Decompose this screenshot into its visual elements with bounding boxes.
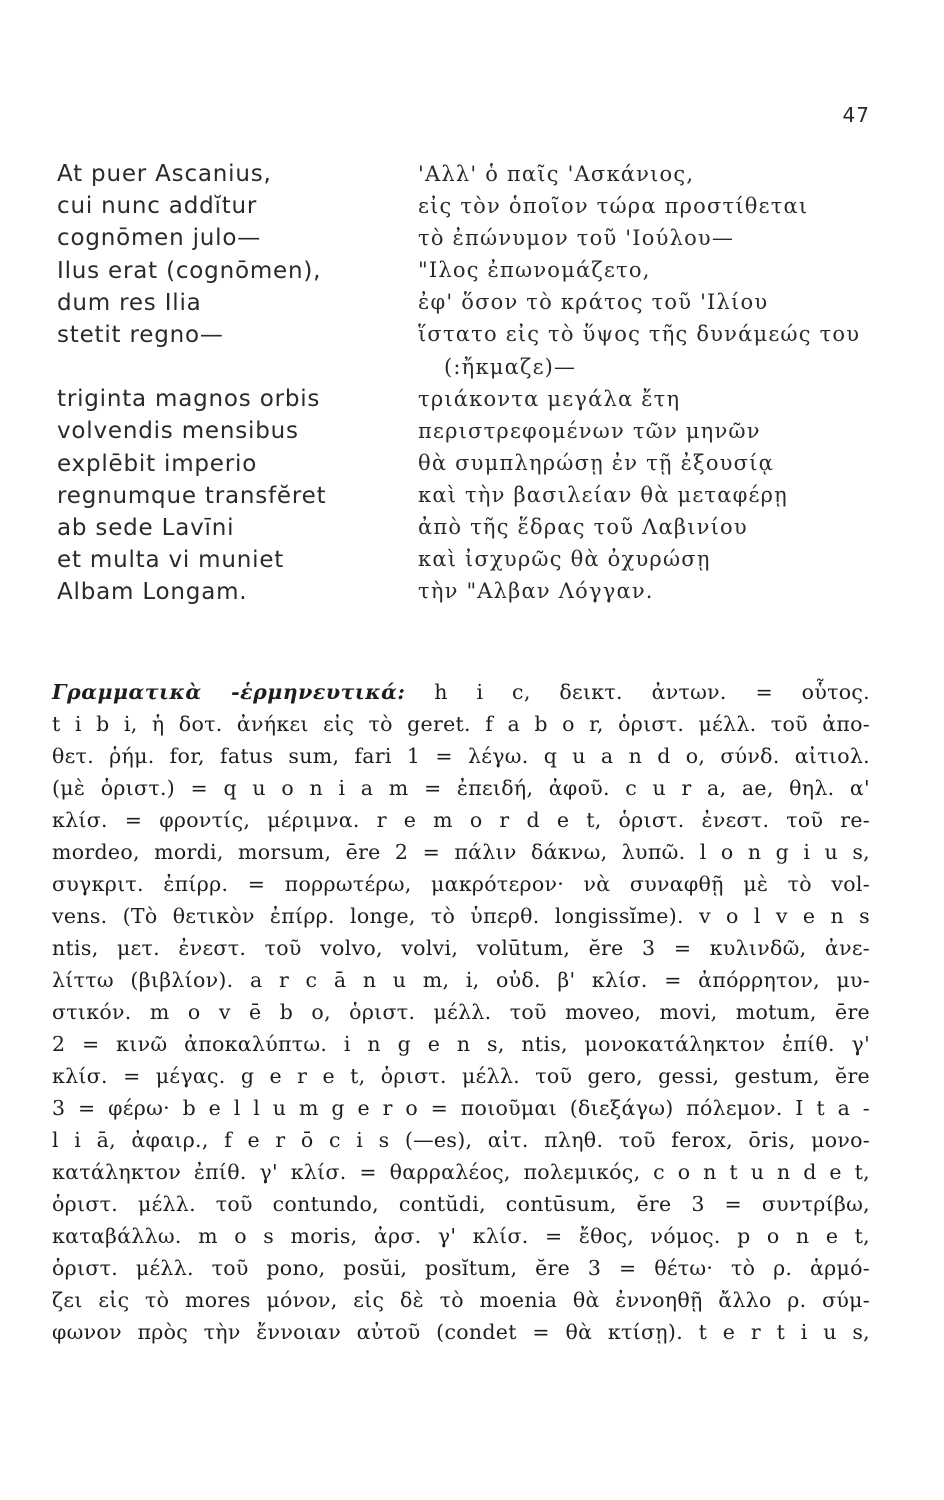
commentary-line: κλίσ. = μέγας. g e r e t, ὁριστ. μέλλ. τοῦ gero, gessi, gestum, ĕre [52,1064,870,1088]
greek-line: ἐφ' ὅσον τὸ κράτος τοῦ 'Ιλίου [418,290,769,315]
greek-line: καὶ τὴν βασιλείαν θὰ μεταφέρῃ [418,482,788,507]
greek-line: (:ἤκμαζε)— [444,354,577,379]
latin-line: explēbit imperio [57,450,258,477]
latin-line: ab sede Lavīni [57,515,235,542]
page-number: 47 [842,103,870,127]
latin-line: cui nunc addĭtur [57,193,258,220]
greek-line: τριάκοντα μεγάλα ἔτη [418,386,681,411]
stanza-spacer [57,351,397,383]
commentary-line: ὁριστ. μέλλ. τοῦ contundo, contŭdi, contūsum, ĕre 3 = συντρίβω, [52,1192,870,1216]
greek-line: θὰ συμπληρώσῃ ἐν τῇ ἐξουσίᾳ [418,450,774,475]
commentary-line [52,676,870,708]
commentary-line: θετ. ῥήμ. for, fatus sum, fari 1 = λέγω. q u a n d o, σύνδ. αἰτιολ. [52,744,870,768]
commentary-line: καταβάλλω. m o s moris, ἀρσ. γ' κλίσ. = ἔθος, νόμος. p o n e t, [52,1224,870,1248]
commentary-text: h i c, δεικτ. ἀντων. = οὗτος. [434,680,870,704]
commentary-line: (μὲ ὁριστ.) = q u o n i a m = ἐπειδή, ἀφοῦ. c u r a, ae, θηλ. α' [52,776,870,800]
latin-line: At puer Ascanius, [57,161,272,187]
commentary-line: t i b i, ἡ δοτ. ἀνήκει εἰς τὸ geret. f a b o r, ὁριστ. μέλλ. τοῦ ἀπο- [52,712,870,736]
greek-line: ἵστατο εἰς τὸ ὕψος τῆς δυνάμεώς του [418,322,861,347]
latin-line: Ilus erat (cognōmen), [57,257,322,284]
latin-line: stetit regno— [57,322,224,349]
commentary-line: mordeo, mordi, morsum, ēre 2 = πάλιν δάκνω, λυπῶ. l o n g i u s, [52,840,870,864]
commentary-line: vens. (Τὸ θετικὸν ἐπίρρ. longe, τὸ ὑπερθ. longissĭme). v o l v e n s [52,904,870,928]
commentary-line: κατάληκτον ἐπίθ. γ' κλίσ. = θαρραλέος, πολεμικός, c o n t u n d e t, [52,1160,870,1184]
commentary-line: φωνον πρὸς τὴν ἔννοιαν αὐτοῦ (condet = θὰ κτίσῃ). t e r t i u s, [52,1320,870,1344]
commentary-line: 2 = κινῶ ἀποκαλύπτω. i n g e n s, ntis, μονοκατάληκτον ἐπίθ. γ' [52,1032,870,1056]
latin-line: triginta magnos orbis [57,386,321,413]
greek-line: τὴν "Αλβαν Λόγγαν. [418,579,654,604]
latin-text-column [57,158,397,609]
grammar-commentary [52,676,870,1348]
commentary-line: ntis, μετ. ἐνεστ. τοῦ volvo, volvi, volūtum, ĕre 3 = κυλινδῶ, ἀνε- [52,936,870,960]
commentary-line: l i ā, ἀφαιρ., f e r ō c i s (—es), αἰτ. πληθ. τοῦ ferox, ōris, μονο- [52,1128,870,1152]
commentary-line: ζει εἰς τὸ mores μόνον, εἰς δὲ τὸ moenia θὰ ἐννοηθῇ ἄλλο ρ. σύμ- [52,1288,870,1312]
greek-line: καὶ ἰσχυρῶς θὰ ὀχυρώσῃ [418,547,711,572]
greek-line: 'Αλλ' ὁ παῖς 'Ασκάνιος, [418,162,695,186]
latin-line: dum res Ilia [57,289,202,316]
commentary-line: στικόν. m o v ē b o, ὁριστ. μέλλ. τοῦ moveo, movi, motum, ēre [52,1000,870,1024]
commentary-line: συγκριτ. ἐπίρρ. = πορρωτέρω, μακρότερον· νὰ συναφθῇ μὲ τὸ vol- [52,872,870,896]
commentary-line: κλίσ. = φροντίς, μέριμνα. r e m o r d e t, ὁριστ. ἐνεστ. τοῦ re- [52,808,870,832]
commentary-line: ὁριστ. μέλλ. τοῦ pono, posŭi, posĭtum, ĕre 3 = θέτω· τὸ ρ. ἁρμό- [52,1256,870,1280]
commentary-line: 3 = φέρω· b e l l u m g e r o = ποιοῦμαι (διεξάγω) πόλεμον. I t a - [52,1096,870,1120]
latin-line: cognōmen julo— [57,225,262,252]
commentary-heading: Γραμματικὰ -ἑρμηνευτικά: [52,680,406,704]
latin-line: volvendis mensibus [57,418,299,445]
greek-line: περιστρεφομένων τῶν μηνῶν [418,418,761,443]
greek-line: ἀπὸ τῆς ἕδρας τοῦ Λαβινίου [418,515,748,540]
greek-line: τὸ ἐπώνυμον τοῦ 'Ιούλου— [418,226,735,251]
greek-line: εἰς τὸν ὁποῖον τώρα προστίθεται [418,194,809,219]
latin-line: regnumque transfĕret [57,482,327,509]
greek-translation-column [418,158,898,607]
greek-line: "Ιλος ἐπωνομάζετο, [418,258,651,283]
commentary-line: λίττω (βιβλίον). a r c ā n u m, i, οὐδ. β' κλίσ. = ἀπόρρητον, μυ- [52,968,870,992]
latin-line: Albam Longam. [57,579,248,606]
latin-line: et multa vi muniet [57,547,285,574]
